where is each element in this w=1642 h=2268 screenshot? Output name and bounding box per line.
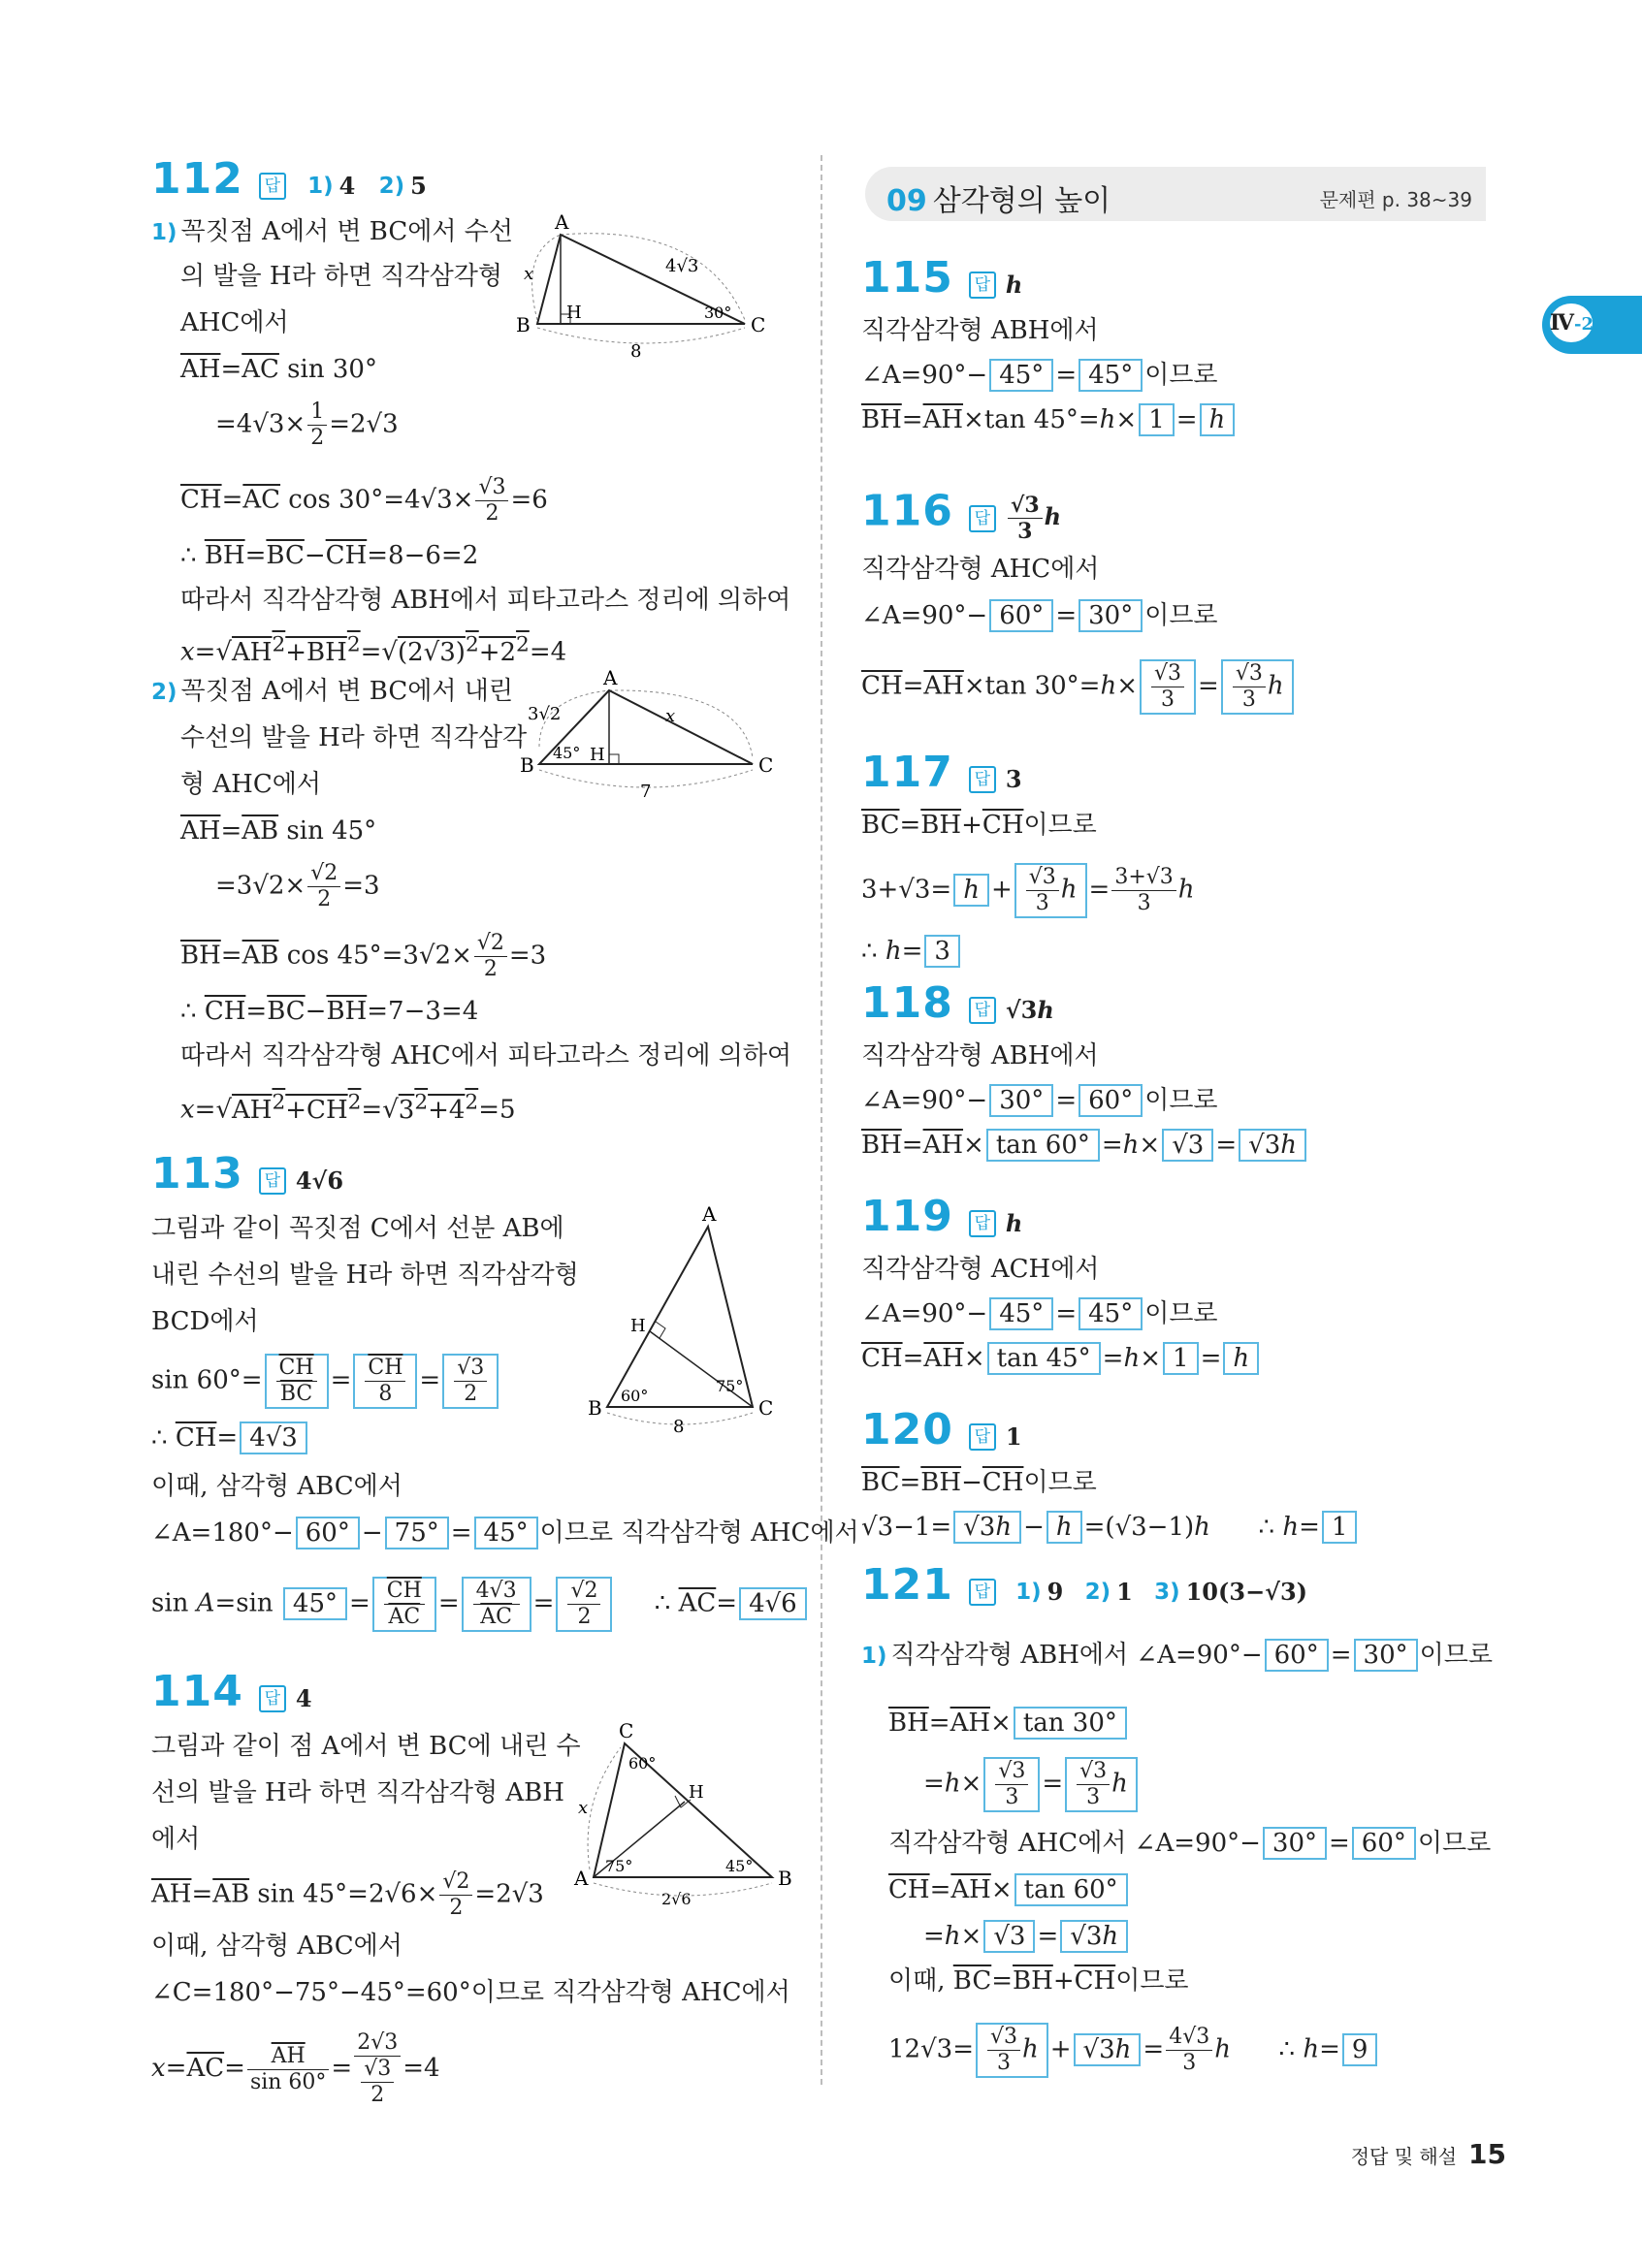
text-line: 에서 xyxy=(151,1825,201,1854)
side-label: 8 xyxy=(673,1417,685,1437)
equation: 이때, $\overline{BC}=\overline{BH}+\overline{CH}$이므로 xyxy=(888,1966,1189,1996)
side-label: x xyxy=(524,264,534,284)
problem-117-header: 117 답 3 xyxy=(861,748,1022,797)
text-line: 직각삼각형 AHC에서 xyxy=(861,555,1100,584)
text-line: 2) 꼭짓점 A에서 변 BC에서 내린 xyxy=(151,677,513,706)
column-divider xyxy=(821,155,822,2085)
vertex-label: H xyxy=(590,745,605,765)
text-line: AHC에서 xyxy=(180,308,289,337)
side-label: x xyxy=(578,1798,589,1818)
side-label: 4√3 xyxy=(665,256,699,276)
equation: $\overline{CH}=\overline{AH}\times \tan 45^\circ =h\times 1 = h$ xyxy=(861,1342,1261,1375)
equation: $\overline{AH}=\overline{AB}$ sin 45°=2√6× $\frac{√2}{2}$ =2√3 xyxy=(151,1869,544,1920)
text-line: 1) 꼭짓점 A에서 변 BC에서 수선 xyxy=(151,217,513,246)
vertex-label: A xyxy=(574,1867,589,1890)
equation: =h× $\frac{√3}{3}$ = $\frac{√3}{3}$ h xyxy=(923,1757,1140,1812)
vertex-label: C xyxy=(619,1719,634,1742)
side-label: 8 xyxy=(630,341,642,362)
problem-115-header: 115 답 h xyxy=(861,253,1023,303)
angle-label: 45° xyxy=(725,1857,754,1875)
problem-113-header: 113 답 4√6 xyxy=(151,1149,344,1198)
text-line: 이때, 삼각형 ABC에서 xyxy=(151,1932,402,1961)
equation: =3√2× $\frac{√2}{2}$ =3 xyxy=(215,861,380,911)
text-line: 수선의 발을 H라 하면 직각삼각 xyxy=(180,723,528,752)
vertex-label: B xyxy=(778,1867,792,1890)
equation: 1) 직각삼각형 ABH에서 ∠A=90°− 60° = 30° 이므로 xyxy=(861,1641,1493,1670)
text-line: ∠C=180°−75°−45°=60°이므로 직각삼각형 AHC에서 xyxy=(151,1978,790,2007)
equation: sin A=sin 45° = $\frac{\overline{CH}}{AC}$ = $\frac{4√3}{AC}$ = $\frac{√2}{2}$ ∴ $\overline{AC}= 4√6$ xyxy=(151,1577,809,1632)
equation: ∴ $\overline{CH}=\overline{BC}-\overline{BH}=7-3=4$ xyxy=(180,997,479,1026)
vertex-label: A xyxy=(603,666,618,689)
side-label: 2√6 xyxy=(661,1890,692,1908)
angle-label: 75° xyxy=(716,1377,744,1395)
text-line: 직각삼각형 ABH에서 xyxy=(861,316,1099,345)
equation: 12√3= $\frac{√3}{3}$ h + √3h = $\frac{4√3}{3}$ h ∴ h= 9 xyxy=(888,2023,1379,2078)
side-label: 3√2 xyxy=(528,704,562,724)
section-title: 09 삼각형의 높이 xyxy=(886,184,1111,218)
text-line: 형 AHC에서 xyxy=(180,770,321,799)
equation: $x=√AH^2+CH^2=√3^2+4^2=5$ xyxy=(180,1090,516,1125)
equation: 직각삼각형 AHC에서 ∠A=90°− 30° = 60° 이므로 xyxy=(888,1829,1492,1858)
equation: ∴ $\overline{CH}= 4√3$ xyxy=(151,1421,309,1454)
triangle-figure-4 xyxy=(570,1719,792,1908)
angle-label: 60° xyxy=(621,1387,649,1405)
equation: $\overline{CH}=\overline{AH}\times \tan 60^\circ$ xyxy=(888,1873,1130,1906)
text-line: BCD에서 xyxy=(151,1307,259,1336)
problem-112-header: 112 답 1) 4 2) 5 xyxy=(151,154,427,204)
vertex-label: A xyxy=(555,210,569,234)
problem-119-header: 119 답 h xyxy=(861,1192,1023,1241)
text-line: 따라서 직각삼각형 AHC에서 피타고라스 정리에 의하여 xyxy=(180,1041,792,1070)
equation: ∠A=90°− 60° = 30° 이므로 xyxy=(861,601,1218,630)
problem-120-header: 120 답 1 xyxy=(861,1405,1022,1454)
unit-tab-label: Ⅳ-2 xyxy=(1550,303,1593,342)
equation: =4√3× $\frac{1}{2}$ =2√3 xyxy=(215,399,399,450)
vertex-label: C xyxy=(758,1396,774,1420)
text-line: 직각삼각형 ACH에서 xyxy=(861,1255,1100,1284)
problem-118-header: 118 답 √3h xyxy=(861,978,1054,1028)
text-line: 이때, 삼각형 ABC에서 xyxy=(151,1472,402,1501)
vertex-label: A xyxy=(702,1202,717,1226)
angle-label: 45° xyxy=(553,744,581,762)
equation: $\overline{BH}=\overline{AH}\times \tan 30^\circ$ xyxy=(888,1707,1129,1740)
vertex-label: H xyxy=(630,1316,646,1336)
equation: $x=√AH^2+BH^2=√(2√3)^2+2^2=4$ xyxy=(180,632,567,667)
section-ref: 문제편 p. 38~39 xyxy=(1319,188,1472,211)
equation: $\overline{BC}=\overline{BH}+\overline{CH}$이므로 xyxy=(861,811,1097,840)
triangle-figure-3 xyxy=(578,1202,774,1437)
equation: $x=\overline{AC}=$ $\frac{\overline{AH}}{\sin 60^\circ}$ = $\frac{2√3}{\frac{√3}{2}}$ =4 xyxy=(151,2030,440,2107)
equation: ∠A=90°− 30° = 60° 이므로 xyxy=(861,1086,1218,1115)
equation: ∠A=90°− 45° = 45° 이므로 xyxy=(861,361,1218,390)
equation: 3+√3= h + $\frac{√3}{3}$ h = $\frac{3+√3}{3}$ h xyxy=(861,863,1195,918)
equation: =h× √3 = √3h xyxy=(923,1920,1130,1953)
section-header xyxy=(865,167,1486,221)
text-line: 따라서 직각삼각형 ABH에서 피타고라스 정리에 의하여 xyxy=(180,586,791,615)
text-line: 그림과 같이 꼭짓점 C에서 선분 AB에 xyxy=(151,1214,564,1243)
page-number: 15 xyxy=(1468,2138,1506,2170)
angle-label: 30° xyxy=(704,303,732,322)
problem-116-header: 116 답 $\frac{√3}{3}$ h xyxy=(861,486,1062,544)
vertex-label: H xyxy=(689,1782,704,1803)
equation: √3−1= √3h − h =(√3−1)h ∴ h= 1 xyxy=(861,1511,1359,1544)
vertex-label: H xyxy=(566,303,582,323)
vertex-label: B xyxy=(588,1396,602,1420)
triangle-figure-2 xyxy=(520,666,774,824)
equation: ∠A=90°− 45° = 45° 이므로 xyxy=(861,1299,1218,1328)
problem-121-header: 121 답 1) 9 2) 1 3) 10(3−√3) xyxy=(861,1560,1307,1610)
equation: $\overline{AH}=\overline{AB}$ sin 45° xyxy=(180,816,377,846)
text-line: 직각삼각형 ABH에서 xyxy=(861,1041,1099,1070)
equation: ∴ $\overline{BH}=\overline{BC}-\overline{CH}=8-6=2$ xyxy=(180,541,479,570)
page-footer: 정답 및 해설 15 xyxy=(1350,2138,1506,2170)
vertex-label: C xyxy=(751,313,766,336)
equation: $\overline{BH}=\overline{AH}\times \tan 60^\circ =h\times √3 = √3h$ xyxy=(861,1129,1308,1162)
text-line: 그림과 같이 점 A에서 변 BC에 내린 수 xyxy=(151,1732,581,1761)
vertex-label: B xyxy=(516,313,531,336)
problem-114-header: 114 답 4 xyxy=(151,1667,312,1716)
equation: $\overline{BH}=\overline{AB}$ cos 45°=3√2× $\frac{√2}{2}$ =3 xyxy=(180,931,547,981)
equation: $\overline{CH}=\overline{AH}\times\tan$ 30°=h× $\frac{√3}{3}$ = $\frac{√3}{3}$ h xyxy=(861,659,1296,715)
equation: $\overline{BH}=\overline{AH}\times\tan$ 45°=h× 1 = h xyxy=(861,403,1237,436)
angle-label: 75° xyxy=(605,1857,633,1875)
equation: sin 60°= $\frac{\overline{CH}}{BC}$ = $\frac{\overline{CH}}{8}$ = $\frac{√3}{2}$ xyxy=(151,1354,500,1409)
unit-tab xyxy=(1542,296,1642,354)
equation: $\overline{AH}=\overline{AC}$ sin 30° xyxy=(180,355,377,384)
triangle-figure-1 xyxy=(510,210,772,368)
text-line: 의 발을 H라 하면 직각삼각형 xyxy=(180,262,503,291)
vertex-label: B xyxy=(520,753,534,777)
side-label: 7 xyxy=(640,782,652,802)
equation: $\overline{BC}=\overline{BH}-\overline{CH}$이므로 xyxy=(861,1468,1097,1497)
equation: ∴ h= 3 xyxy=(861,935,962,968)
vertex-label: C xyxy=(758,753,774,777)
text-line: 선의 발을 H라 하면 직각삼각형 ABH xyxy=(151,1778,564,1807)
side-label: x xyxy=(665,706,676,726)
equation: $\overline{CH}=\overline{AC}$ cos 30°=4√3× $\frac{√3}{2}$ =6 xyxy=(180,475,548,526)
equation: ∠A=180°− 60° − 75° = 45° 이므로 직각삼각형 AHC에서 xyxy=(151,1518,859,1548)
angle-label: 60° xyxy=(628,1754,657,1773)
text-line: 내린 수선의 발을 H라 하면 직각삼각형 xyxy=(151,1261,579,1290)
